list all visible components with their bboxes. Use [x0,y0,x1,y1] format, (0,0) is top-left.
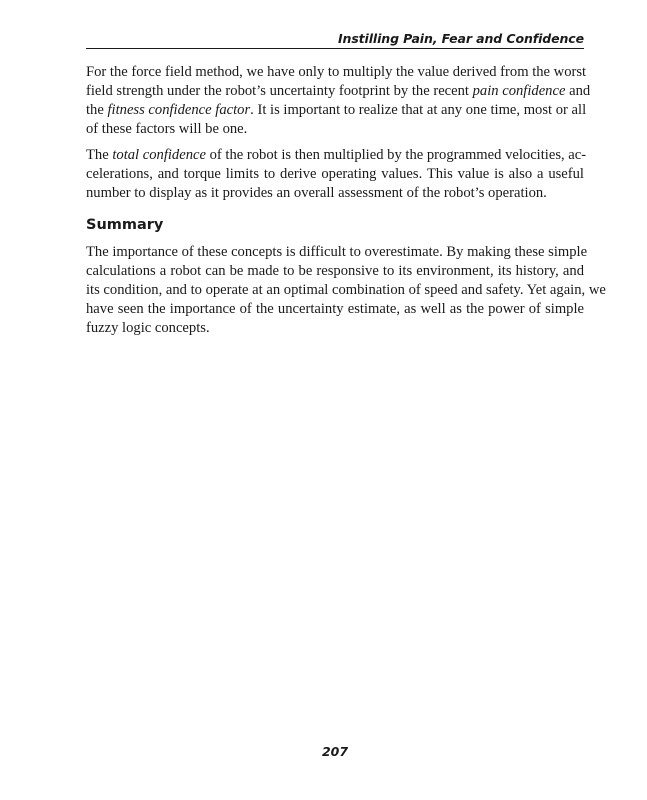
text-line: The importance of these concepts is difficult to overestimate. By making these simple [86,244,588,260]
text-line: The total confidence of the robot is then multiplied by the programmed velocities, ac- [86,147,587,163]
emphasis-term: total confidence [112,147,206,163]
page-number: 207 [321,744,349,759]
text-line: For the force field method, we have only to multiply the value derived from the worst [86,64,587,80]
text-line: celerations, and torque limits to derive operating values. This value is also a useful [86,166,584,182]
paragraph-force-field [86,63,591,139]
text-line: calculations a robot can be made to be responsive to its environment, its history, and [86,263,584,279]
text-line: fuzzy logic concepts. [86,320,210,336]
emphasis-term: pain confidence [472,83,566,99]
text-line: its condition, and to operate at an optimal combination of speed and safety. Yet again, we [86,282,606,298]
section-heading-summary: Summary [86,217,164,233]
body-text [86,63,606,345]
paragraph-total-confidence [86,146,587,203]
text-line: field strength under the robot’s uncertainty footprint by the recent pain confidence and [86,83,591,99]
emphasis-term: fitness confidence factor [107,102,251,118]
text-line: have seen the importance of the uncertainty estimate, as well as the power of simple [86,301,584,317]
text-line: the fitness confidence factor. It is important to realize that at any one time, most or all [86,102,587,118]
text-line: number to display as it provides an overall assessment of the robot’s operation. [86,185,547,201]
running-head-title: Instilling Pain, Fear and Confidence [337,31,584,46]
header-rule [86,48,584,49]
paragraph-summary [86,243,606,338]
text-line: of these factors will be one. [86,121,248,137]
